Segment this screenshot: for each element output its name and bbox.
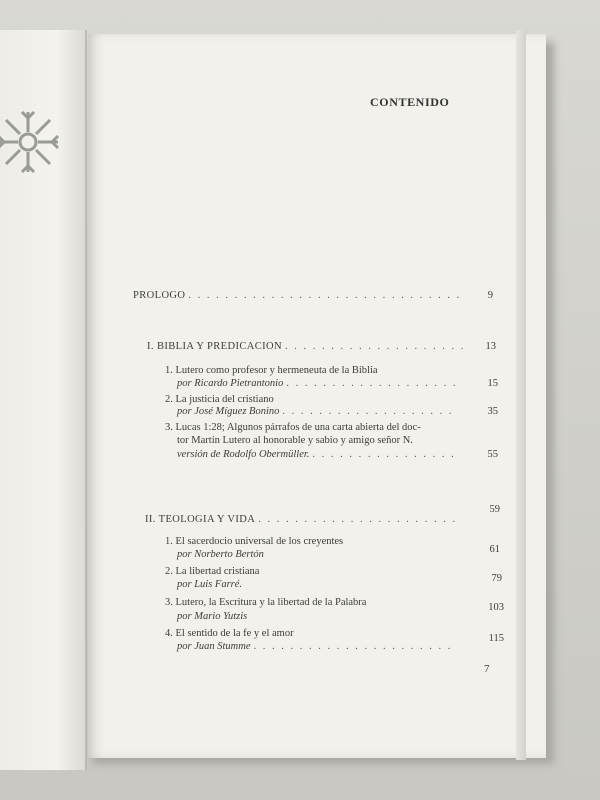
toc-label: PROLOGO bbox=[133, 290, 186, 301]
toc-entry-author: por Mario Yutzis bbox=[177, 611, 248, 622]
toc-page-number: 115 bbox=[488, 633, 504, 644]
toc-page-number: 61 bbox=[489, 544, 500, 555]
toc-page-number: 13 bbox=[485, 341, 496, 352]
toc-label: I. BIBLIA Y PREDICACION bbox=[147, 341, 283, 352]
page-heading: CONTENIDO bbox=[370, 95, 450, 109]
dot-leader bbox=[188, 290, 466, 301]
toc-part-1 bbox=[147, 341, 467, 352]
dot-leader bbox=[312, 449, 456, 460]
toc-entry-title: 3. Lutero, la Escritura y la libertad de la Palabra bbox=[165, 597, 367, 608]
toc-entry-title: 3. Lucas 1:28; Algunos párrafos de una carta abierta del doc- bbox=[165, 422, 421, 433]
toc-page-number: 59 bbox=[489, 504, 500, 515]
dot-leader bbox=[285, 341, 464, 352]
toc-page-number: 103 bbox=[488, 602, 504, 613]
toc-entry-title: tor Martín Lutero al honorable y sabio y amigo señor N. bbox=[177, 435, 413, 446]
toc-page-number: 79 bbox=[491, 573, 502, 584]
folio-page-number: 7 bbox=[484, 663, 490, 675]
toc-entry-title: 1. Lutero como profesor y hermeneuta de la Biblia bbox=[165, 365, 378, 376]
toc-page-number: 35 bbox=[487, 406, 498, 417]
toc-entry-author: por José Míguez Bonino . . . bbox=[177, 406, 459, 417]
toc-part-2 bbox=[145, 514, 465, 525]
toc-entry-author: por Ricardo Pietrantonio . . . bbox=[177, 378, 459, 389]
left-page bbox=[0, 30, 87, 770]
toc-entry-author: por Juan Stumme . . . bbox=[177, 641, 459, 652]
toc-entry-title: 4. El sentido de la fe y el amor bbox=[165, 628, 294, 639]
toc-entry-author: versión de Rodolfo Obermüller. . . . bbox=[177, 449, 459, 460]
toc-prologo bbox=[133, 290, 469, 301]
dot-leader bbox=[286, 378, 456, 389]
toc-entry-title: 2. La justicia del cristiano bbox=[165, 394, 274, 405]
toc-label: II. TEOLOGIA Y VIDA bbox=[145, 514, 256, 525]
toc-entry-author: por Norberto Bertón bbox=[177, 549, 264, 560]
toc-page-number: 15 bbox=[487, 378, 498, 389]
page-edge bbox=[516, 30, 526, 760]
toc-entry-title: 1. El sacerdocio universal de los creyentes bbox=[165, 536, 344, 547]
toc-page-number: 9 bbox=[487, 290, 493, 301]
toc-entry-author: por Luis Farré. bbox=[177, 579, 243, 590]
toc-page-number: 55 bbox=[487, 449, 498, 460]
publisher-emblem-icon bbox=[0, 108, 62, 176]
dot-leader bbox=[282, 406, 456, 417]
dot-leader bbox=[254, 641, 457, 652]
toc-entry-title: 2. La libertad cristiana bbox=[165, 566, 260, 577]
dot-leader bbox=[258, 514, 462, 525]
